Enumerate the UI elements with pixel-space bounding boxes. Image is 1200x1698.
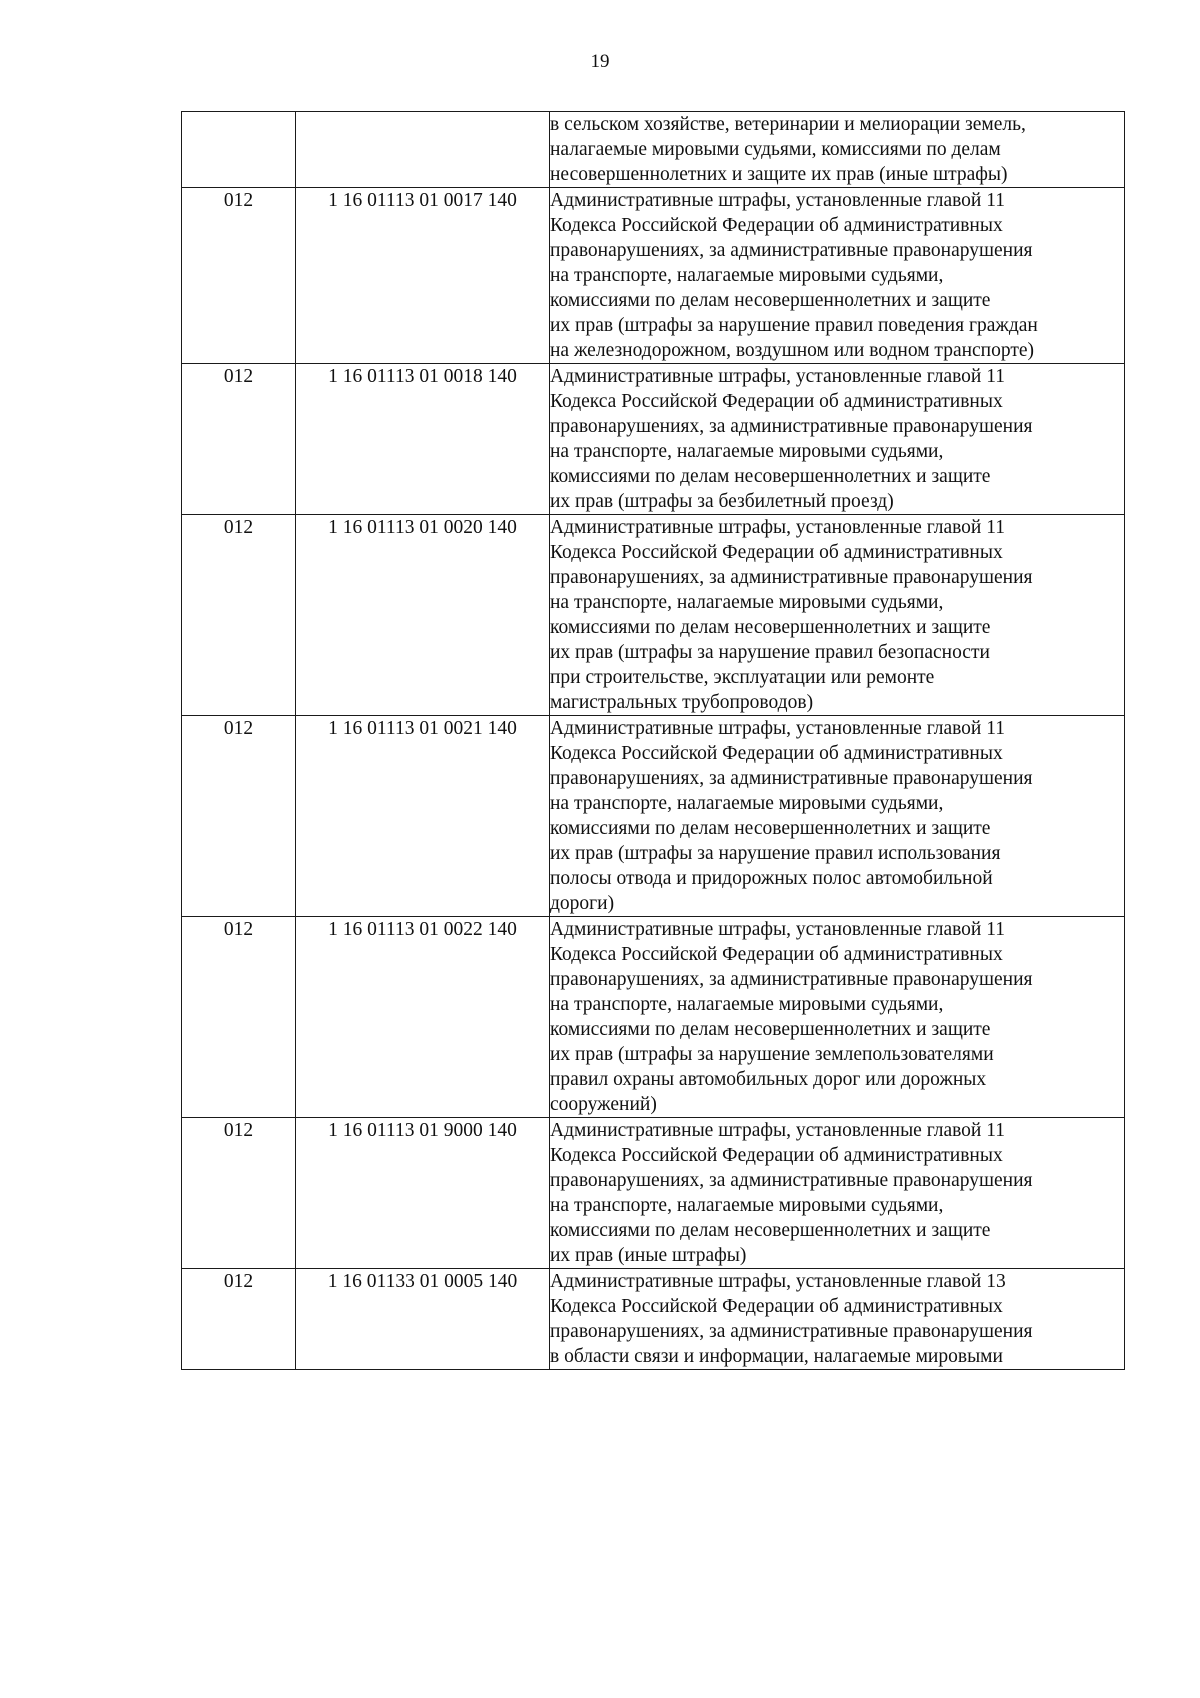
admin-code-cell: 012: [182, 515, 296, 716]
description-line: комиссиями по делам несовершеннолетних и защите: [550, 290, 991, 311]
description-cell: [550, 1269, 1125, 1370]
table-row: [182, 1118, 1125, 1269]
description-line: полосы отвода и придорожных полос автомобильной: [550, 868, 993, 889]
description-line: правонарушениях, за административные правонарушения: [550, 1321, 1033, 1342]
description-line: Административные штрафы, установленные главой 11: [550, 1120, 1006, 1141]
kbk-code-cell: 1 16 01113 01 0017 140: [296, 188, 550, 364]
description-line: на железнодорожном, воздушном или водном транспорте): [550, 340, 1035, 361]
kbk-code-cell: [296, 112, 550, 188]
table-body: [182, 112, 1125, 1370]
admin-code-cell: 012: [182, 364, 296, 515]
description-line: сооружений): [550, 1094, 657, 1115]
description-cell: [550, 188, 1125, 364]
description-line: Административные штрафы, установленные главой 11: [550, 919, 1006, 940]
budget-codes-table: [181, 111, 1125, 1370]
description-line: их прав (штрафы за нарушение землепользователями: [550, 1044, 994, 1065]
description-line: на транспорте, налагаемые мировыми судьями,: [550, 793, 944, 814]
description-line: при строительстве, эксплуатации или ремонте: [550, 667, 935, 688]
description-line: Административные штрафы, установленные главой 11: [550, 517, 1006, 538]
description-line: Административные штрафы, установленные главой 13: [550, 1271, 1006, 1292]
description-cell: [550, 716, 1125, 917]
admin-code-cell: 012: [182, 1269, 296, 1370]
description-line: в сельском хозяйстве, ветеринарии и мелиорации земель,: [550, 114, 1026, 135]
table-row: [182, 1269, 1125, 1370]
description-line: Кодекса Российской Федерации об административных: [550, 944, 1003, 965]
description-line: Кодекса Российской Федерации об административных: [550, 743, 1003, 764]
description-line: их прав (иные штрафы): [550, 1245, 747, 1266]
description-cell: [550, 364, 1125, 515]
table-row: [182, 364, 1125, 515]
description-line: несовершеннолетних и защите их прав (иные штрафы): [550, 164, 1008, 185]
description-line: Кодекса Российской Федерации об административных: [550, 1296, 1003, 1317]
kbk-code-cell: 1 16 01133 01 0005 140: [296, 1269, 550, 1370]
admin-code-cell: 012: [182, 917, 296, 1118]
admin-code-cell: [182, 112, 296, 188]
description-line: в области связи и информации, налагаемые мировыми: [550, 1346, 1003, 1367]
description-line: магистральных трубопроводов): [550, 692, 814, 713]
description-line: на транспорте, налагаемые мировыми судьями,: [550, 1195, 944, 1216]
description-line: их прав (штрафы за нарушение правил поведения граждан: [550, 315, 1038, 336]
description-line: Административные штрафы, установленные главой 11: [550, 366, 1006, 387]
description-cell: [550, 1118, 1125, 1269]
kbk-code-cell: 1 16 01113 01 0022 140: [296, 917, 550, 1118]
table-row: [182, 188, 1125, 364]
kbk-code-cell: 1 16 01113 01 0020 140: [296, 515, 550, 716]
description-cell: [550, 112, 1125, 188]
admin-code-cell: 012: [182, 188, 296, 364]
description-line: Кодекса Российской Федерации об административных: [550, 391, 1003, 412]
description-line: налагаемые мировыми судьями, комиссиями по делам: [550, 139, 1001, 160]
description-line: комиссиями по делам несовершеннолетних и защите: [550, 1220, 991, 1241]
description-line: правонарушениях, за административные правонарушения: [550, 416, 1033, 437]
description-line: комиссиями по делам несовершеннолетних и защите: [550, 617, 991, 638]
description-line: правил охраны автомобильных дорог или дорожных: [550, 1069, 987, 1090]
table-row: [182, 515, 1125, 716]
description-line: их прав (штрафы за нарушение правил использования: [550, 843, 1001, 864]
description-line: Административные штрафы, установленные главой 11: [550, 190, 1006, 211]
description-line: комиссиями по делам несовершеннолетних и защите: [550, 818, 991, 839]
kbk-code-cell: 1 16 01113 01 9000 140: [296, 1118, 550, 1269]
description-line: правонарушениях, за административные правонарушения: [550, 567, 1033, 588]
table-row: [182, 112, 1125, 188]
admin-code-cell: 012: [182, 1118, 296, 1269]
description-line: правонарушениях, за административные правонарушения: [550, 1170, 1033, 1191]
description-line: правонарушениях, за административные правонарушения: [550, 768, 1033, 789]
kbk-code-cell: 1 16 01113 01 0021 140: [296, 716, 550, 917]
description-line: их прав (штрафы за безбилетный проезд): [550, 491, 894, 512]
description-line: комиссиями по делам несовершеннолетних и защите: [550, 466, 991, 487]
description-line: Кодекса Российской Федерации об административных: [550, 1145, 1003, 1166]
description-line: на транспорте, налагаемые мировыми судьями,: [550, 265, 944, 286]
admin-code-cell: 012: [182, 716, 296, 917]
description-line: комиссиями по делам несовершеннолетних и защите: [550, 1019, 991, 1040]
description-line: правонарушениях, за административные правонарушения: [550, 969, 1033, 990]
description-line: на транспорте, налагаемые мировыми судьями,: [550, 441, 944, 462]
table-row: [182, 917, 1125, 1118]
description-line: Административные штрафы, установленные главой 11: [550, 718, 1006, 739]
table-row: [182, 716, 1125, 917]
description-line: на транспорте, налагаемые мировыми судьями,: [550, 592, 944, 613]
description-line: на транспорте, налагаемые мировыми судьями,: [550, 994, 944, 1015]
kbk-code-cell: 1 16 01113 01 0018 140: [296, 364, 550, 515]
description-line: правонарушениях, за административные правонарушения: [550, 240, 1033, 261]
description-cell: [550, 917, 1125, 1118]
description-line: Кодекса Российской Федерации об административных: [550, 542, 1003, 563]
description-line: дороги): [550, 893, 615, 914]
description-line: Кодекса Российской Федерации об административных: [550, 215, 1003, 236]
description-cell: [550, 515, 1125, 716]
page-number: 19: [590, 51, 610, 72]
description-line: их прав (штрафы за нарушение правил безопасности: [550, 642, 990, 663]
